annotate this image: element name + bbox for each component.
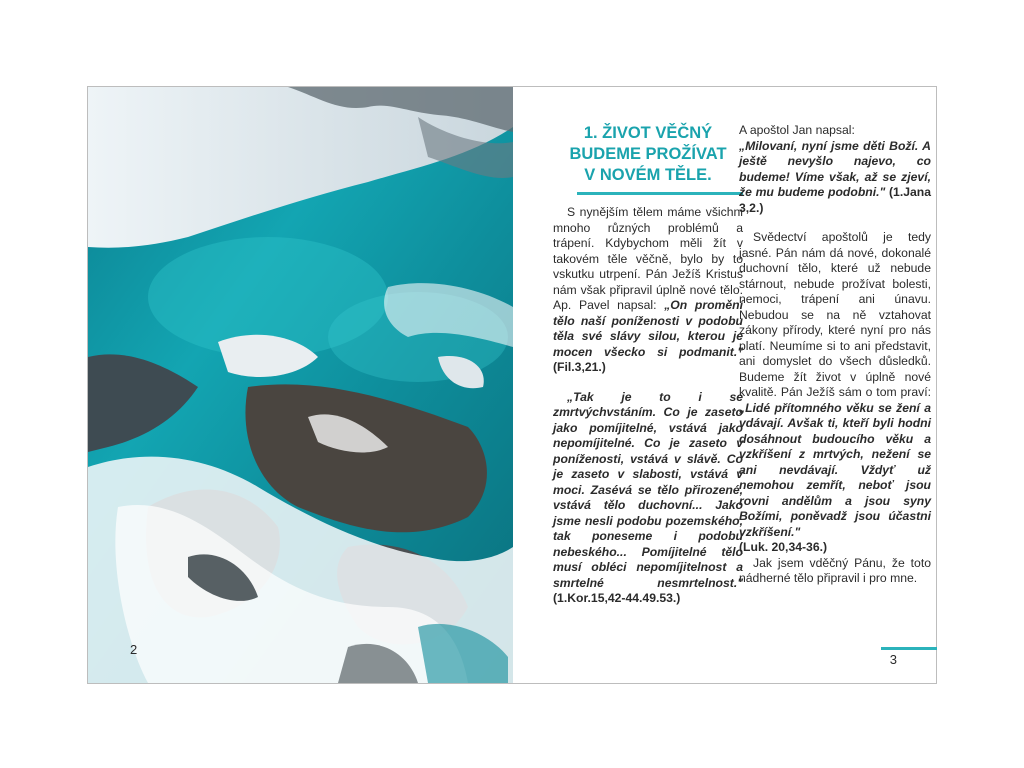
river-photo (88, 87, 513, 683)
scripture-quote: „On promění tělo naší poníženosti v podobu těla své slávy silou, kterou je mocen všecko si podmanit." (553, 298, 743, 359)
heading-line-2: BUDEME PROŽÍVAT (569, 145, 727, 163)
paragraph-text: Jak jsem vděčný Pánu, že toto nádherné tělo připravil i pro mne. (739, 555, 931, 585)
paragraph (553, 205, 743, 376)
heading-underline (577, 192, 743, 195)
paragraph-text: A apoštol Jan napsal: (739, 123, 855, 137)
paragraph (553, 390, 743, 607)
scripture-quote: „Milovaní, nyní jsme děti Boží. A ještě nevyšlo najevo, co budeme! Víme však, až se zjeví, že mu budeme podobni." (739, 138, 931, 199)
paragraph (739, 230, 931, 556)
paragraph-text: Svědectví apoštolů je tedy jasné. Pán nám dá nové, dokonalé duchovní tělo, které už nebude stárnout, nebude prožívat bolesti, nemoci, trápení ani únavu. Nebudou se na ně vztahovat zákony přírody, které nyní pro nás platí. Neumíme si to ani představit, ani domyslet do všech důsledků. Budeme žít život v úplně nové kvalitě. Pán Ježíš sám o tom praví: (739, 230, 931, 399)
scripture-quote: „Lidé přítomného věku se žení a vdávají. Avšak ti, kteří byli hodni dosáhnout budoucího věku a vzkříšení z mrtvých, nežení se ani nevdávají. Vždyť už nemohou zemřít, neboť jsou rovni andělům a jsou syny Božími, poněvadž jsou účastni vzkříšení." (739, 400, 931, 539)
scripture-reference: (Luk. 20,34-36.) (739, 540, 828, 554)
scripture-quote: „Tak je to i se zmrtvýchvstáním. Co je zaseto jako pomíjitelné, vstává jako nepomíjitelné. Co je zaseto v poníženosti, vstává v slávě. Co je zaseto v slabosti, vstává v moci. Zasévá se tělo přirozené, vstává tělo duchovní... Jako jsme nesli podobu pozemského, tak poneseme i podobu nebeského... Pomíjitelné tělo musí obléci nepomíjitelnost a smrtelné nesmrtelnost." (553, 389, 743, 590)
heading-line-3: V NOVÉM TĚLE. (584, 166, 712, 184)
page-number-left: 2 (130, 642, 138, 657)
heading-line-1: 1. ŽIVOT VĚČNÝ (583, 124, 713, 142)
text-column-left (553, 123, 743, 607)
paragraph (739, 556, 931, 587)
paragraph-text: S nynějším tělem máme všichni mnoho různých problémů a trápení. Kdybychom měli žít v takovém těle věčně, bylo by to vskutku utrpení. Pán Ježíš Kristus nám však připravil úplně nové tělo. Ap. Pavel napsal: (553, 205, 743, 312)
page-accent-line (881, 647, 937, 650)
book-spread (87, 86, 937, 684)
paragraph (739, 123, 931, 216)
chapter-heading (553, 123, 743, 186)
scripture-reference: (1.Jana 3,2.) (739, 185, 931, 215)
text-page (513, 87, 937, 683)
page-number-right: 3 (889, 652, 897, 667)
scripture-reference: (1.Kor.15,42-44.49.53.) (553, 591, 681, 605)
scripture-reference: (Fil.3,21.) (553, 360, 606, 374)
text-column-right (739, 123, 931, 587)
